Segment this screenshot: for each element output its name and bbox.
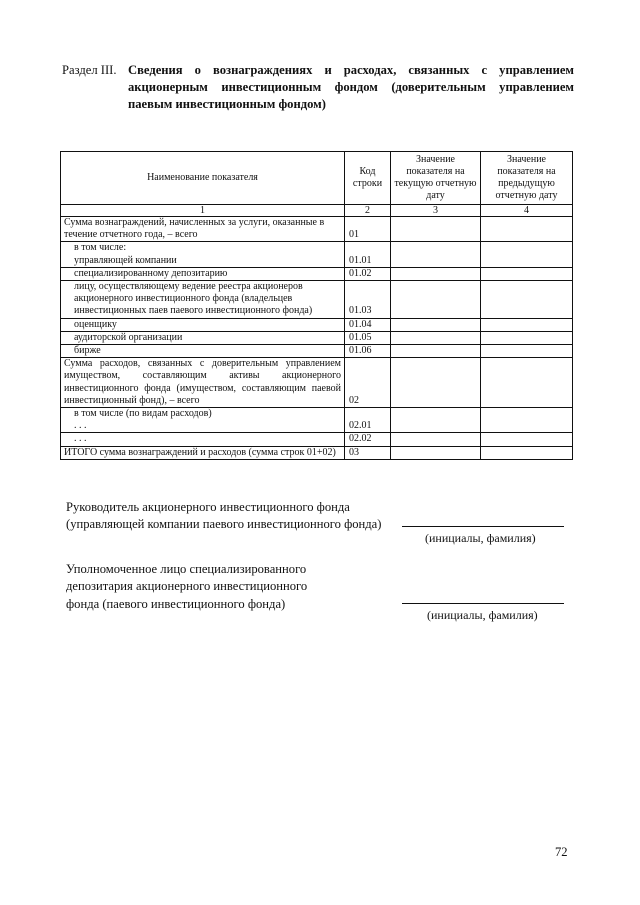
row-current-value [391, 358, 481, 408]
row-previous-value [481, 433, 573, 446]
row-previous-value [481, 358, 573, 408]
row-previous-value [481, 345, 573, 358]
row-name: бирже [61, 345, 345, 358]
column-number: 1 [61, 205, 345, 217]
row-name: ИТОГО сумма вознаграждений и расходов (сумма строк 01+02) [61, 446, 345, 459]
table-row [61, 446, 573, 459]
header-current-value: Значение показателя на текущую отчетную дату [391, 152, 481, 205]
row-previous-value [481, 318, 573, 331]
row-previous-value [481, 242, 573, 267]
header-indicator-name: Наименование показателя [61, 152, 345, 205]
row-previous-value [481, 267, 573, 280]
table-row [61, 267, 573, 280]
section-title: Сведения о вознаграждениях и расходах, связанных с управлением акционерным инвестиционным фондом (доверительным управлением паевым инвестиционным фондом) [128, 63, 574, 111]
row-name-text: . . . [74, 420, 87, 432]
table-row [61, 345, 573, 358]
table-row [61, 242, 573, 267]
row-current-value [391, 433, 481, 446]
table-header-row [61, 152, 573, 205]
table-row [61, 281, 573, 319]
row-current-value [391, 242, 481, 267]
row-previous-value [481, 331, 573, 344]
signature-head-label [66, 499, 426, 534]
signature-depositary-line2: депозитария акционерного инвестиционного [66, 579, 308, 594]
row-current-value [391, 267, 481, 280]
row-code: 01.03 [345, 281, 391, 319]
table-row [61, 217, 573, 242]
column-number: 3 [391, 205, 481, 217]
table-row [61, 318, 573, 331]
row-name: аудиторской организации [61, 331, 345, 344]
row-code: 01.05 [345, 331, 391, 344]
signature-depositary-caption: (инициалы, фамилия) [427, 608, 538, 622]
column-number: 2 [345, 205, 391, 217]
row-previous-value [481, 446, 573, 459]
row-name: лицу, осуществляющему ведение реестра акционеров акционерного инвестиционного фонда (владельцев инвестиционных паев паевого инвестиционного фонда) [61, 281, 345, 319]
row-code: 02.02 [345, 433, 391, 446]
row-current-value [391, 446, 481, 459]
row-code: 01.01 [345, 242, 391, 267]
row-current-value [391, 331, 481, 344]
report-table [60, 151, 573, 460]
page-number: 72 [555, 845, 568, 859]
row-code: 01.06 [345, 345, 391, 358]
section-number: Раздел III. [62, 63, 117, 77]
table-row [61, 433, 573, 446]
row-name [61, 242, 345, 267]
row-current-value [391, 217, 481, 242]
row-name: . . . [61, 433, 345, 446]
row-name [61, 408, 345, 433]
row-code: 02 [345, 358, 391, 408]
row-name: Сумма расходов, связанных с доверительным управлением имуществом, составляющим активы акционерного инвестиционного фонда (имуществом, составляющим паевой инвестиционный фонд), – всего [61, 358, 345, 408]
row-current-value [391, 318, 481, 331]
row-name: оценщику [61, 318, 345, 331]
signature-depositary-line1: Уполномоченное лицо специализированного [66, 562, 307, 576]
row-name-text: управляющей компании [74, 254, 177, 266]
row-code: 01 [345, 217, 391, 242]
row-code: 03 [345, 446, 391, 459]
row-name: Сумма вознаграждений, начисленных за услуги, оказанные в течение отчетного года, – всего [61, 217, 345, 242]
row-name: специализированному депозитарию [61, 267, 345, 280]
row-code: 02.01 [345, 408, 391, 433]
row-current-value [391, 345, 481, 358]
header-row-code: Код строки [345, 152, 391, 205]
column-number-row [61, 205, 573, 217]
signature-depositary-line[interactable] [402, 603, 564, 604]
table-row [61, 408, 573, 433]
row-current-value [391, 281, 481, 319]
row-code: 01.02 [345, 267, 391, 280]
signature-head-caption: (инициалы, фамилия) [425, 531, 536, 545]
row-previous-value [481, 408, 573, 433]
signature-depositary-line3: фонда (паевого инвестиционного фонда) [66, 596, 286, 611]
row-name-prefix: в том числе (по видам расходов) [74, 408, 212, 420]
table-row [61, 331, 573, 344]
table-row [61, 358, 573, 408]
row-code: 01.04 [345, 318, 391, 331]
signature-head-line1: Руководитель акционерного инвестиционного фонда [66, 500, 350, 514]
header-previous-value: Значение показателя на предыдущую отчетную дату [481, 152, 573, 205]
signature-depositary-label [66, 561, 366, 613]
row-previous-value [481, 281, 573, 319]
row-current-value [391, 408, 481, 433]
signature-head-line[interactable] [402, 526, 564, 527]
column-number: 4 [481, 205, 573, 217]
row-previous-value [481, 217, 573, 242]
row-name-prefix: в том числе: [74, 242, 127, 254]
signature-head-line2: (управляющей компании паевого инвестиционного фонда) [66, 517, 382, 532]
